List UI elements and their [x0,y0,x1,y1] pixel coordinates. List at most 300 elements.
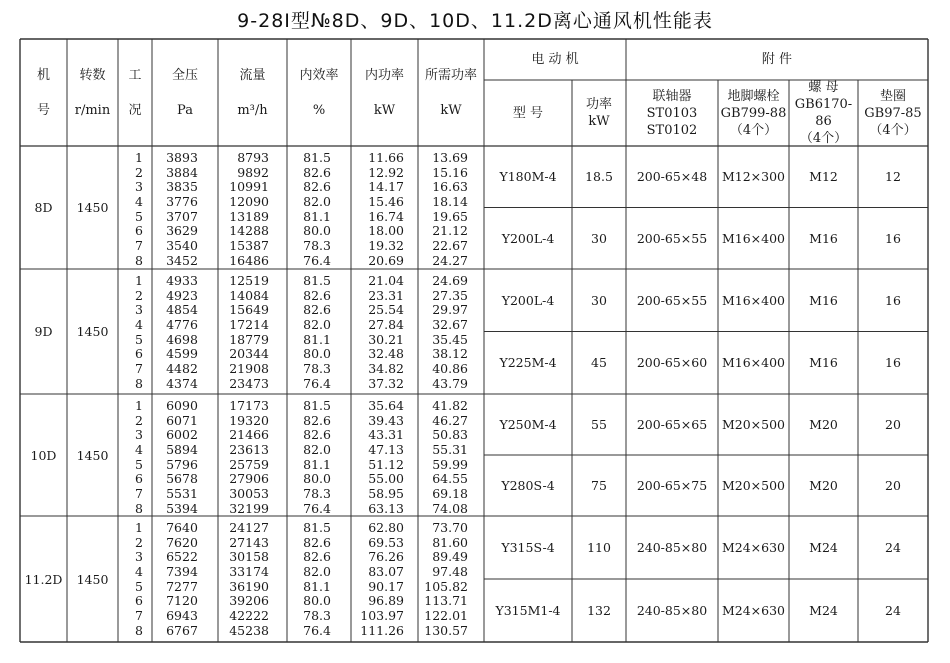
flow-col-value: 23473 [229,375,269,391]
nut-spec [789,269,858,332]
pressure-col-value: 7620 [166,534,198,550]
header-machine-line: 机 [36,67,50,83]
motor-model [484,146,572,208]
internal-power-col-value: 20.69 [368,252,404,268]
efficiency-col-value: 82.0 [303,317,331,333]
condition-col-value: 1 [135,398,143,413]
efficiency-col [287,521,331,641]
internal-power-col-value: 21.04 [368,273,404,288]
efficiency-col-value: 76.4 [303,622,331,638]
efficiency-col-value: 78.3 [303,486,331,502]
header-washer-line: GB97-85 [864,105,922,121]
condition-col-value: 7 [135,608,143,624]
flow-col-value: 14288 [229,223,269,239]
efficiency-col-value: 78.3 [303,238,331,254]
motor-model [484,455,572,516]
pressure-col [152,274,212,393]
motor-power [572,332,626,395]
internal-power-col-value: 35.64 [368,398,404,413]
speed-value [67,516,118,642]
motor-model-text: Y250M-4 [499,417,557,432]
header-internal-power [351,39,418,146]
anchor-bolt-spec-text: M12×300 [721,169,786,185]
internal-power-col-value: 37.32 [368,375,404,391]
pressure-col-value: 5796 [166,456,198,472]
pressure-col-value: 7277 [166,578,198,594]
pressure-col-value: 4482 [166,361,198,377]
coupling-spec-text: 240-85×80 [636,540,708,555]
coupling-spec [626,455,718,516]
header-motor-group [484,39,626,80]
required-power-col-value: 43.79 [432,375,468,391]
speed-value-text: 1450 [76,324,109,339]
internal-power-col-value: 30.21 [368,331,404,347]
header-nut-line: 螺 母 [808,80,839,95]
anchor-bolt-spec [718,146,789,208]
pressure-col-value: 5894 [166,442,198,458]
efficiency-col-value: 82.0 [303,442,331,458]
efficiency-col-value: 76.4 [303,252,331,268]
internal-power-col-value: 111.26 [360,622,404,638]
efficiency-col-value: 81.1 [303,331,331,347]
internal-power-col-value: 76.26 [368,549,404,565]
anchor-bolt-spec-text: M16×400 [721,230,786,246]
efficiency-col-value: 82.6 [303,164,331,180]
required-power-col [418,399,468,515]
motor-model-text: Y315M1-4 [495,603,561,618]
nut-spec [789,146,858,208]
condition-col [130,521,148,641]
header-motor-power-line: 功率 [585,97,612,112]
motor-model-text: Y315S-4 [501,540,555,555]
motor-model-text: Y280S-4 [501,478,555,493]
header-coupling-line: ST0103 [646,105,698,121]
machine-number-text: 11.2D [24,571,63,587]
required-power-col-value: 29.97 [432,302,468,318]
anchor-bolt-spec-text: M20×500 [721,478,786,493]
pressure-col-value: 5394 [166,500,198,516]
internal-power-col-value: 25.54 [368,302,404,318]
pressure-col-value: 3893 [166,150,198,165]
motor-power-text: 75 [591,478,607,493]
condition-col [130,274,148,393]
header-pressure-line: 全压 [171,67,198,83]
required-power-col-value: 35.45 [432,331,468,347]
flow-col-value: 15387 [229,238,269,254]
flow-col-value: 20344 [229,346,269,362]
anchor-bolt-spec [718,269,789,332]
washer-spec-text: 24 [885,540,901,555]
coupling-spec [626,516,718,579]
required-power-col-value: 27.35 [432,287,468,303]
washer-spec-text: 16 [885,230,901,246]
efficiency-col-value: 82.6 [303,427,331,443]
condition-col-value: 5 [135,456,143,472]
required-power-col-value: 18.14 [432,194,468,210]
motor-power [572,269,626,332]
header-washer-line: 垫圈 [879,88,906,104]
efficiency-col-value: 82.6 [303,549,331,565]
nut-spec [789,455,858,516]
speed-value-text: 1450 [76,571,109,587]
header-accessory-group [626,39,928,80]
machine-number-text: 10D [30,447,57,463]
required-power-col-value: 22.67 [432,238,468,254]
required-power-col-value: 19.65 [432,208,468,224]
required-power-col-value: 46.27 [432,412,468,428]
flow-col-value: 39206 [229,593,269,609]
header-condition-line: 工 [128,67,142,83]
motor-model [484,516,572,579]
pressure-col-value: 6071 [166,412,198,428]
motor-power-text: 45 [591,355,607,371]
required-power-col-value: 64.55 [432,471,468,487]
coupling-spec [626,579,718,642]
flow-col-value: 32199 [229,500,269,516]
internal-power-col [351,274,404,393]
flow-col-value: 36190 [229,578,269,594]
washer-spec-text: 16 [885,292,901,308]
speed-value-text: 1450 [76,200,109,215]
efficiency-col-value: 82.6 [303,302,331,318]
header-speed-line: r/min [74,102,111,118]
internal-power-col [351,151,404,268]
nut-spec-text: M20 [809,417,838,432]
motor-power-text: 132 [587,603,611,618]
flow-col-value: 18779 [229,331,269,347]
condition-col-value: 4 [135,442,143,458]
flow-col-value: 45238 [229,622,269,638]
pressure-col-value: 3540 [166,238,198,254]
required-power-col-value: 13.69 [432,150,468,165]
motor-power-text: 30 [591,230,607,246]
coupling-spec-text: 200-65×60 [636,355,708,371]
required-power-col [418,521,468,641]
pressure-col-value: 6090 [166,398,198,413]
pressure-col-value: 4854 [166,302,198,318]
pressure-col-value: 5678 [166,471,198,487]
washer-spec-text: 16 [885,355,901,371]
flow-col-value: 15649 [229,302,269,318]
washer-spec-text: 12 [885,169,901,185]
pressure-col-value: 3629 [166,223,198,239]
efficiency-col-value: 76.4 [303,375,331,391]
header-motor-model-text: 型 号 [512,105,544,121]
header-speed [67,39,118,146]
internal-power-col-value: 51.12 [368,456,404,472]
flow-col-value: 19320 [229,412,269,428]
header-nut-line: （4个） [799,131,848,146]
flow-col-value: 24127 [229,520,269,535]
flow-col [218,399,269,515]
motor-model-text: Y200L-4 [501,292,555,308]
header-anchor-bolt-line: （4个） [729,122,778,138]
required-power-col-value: 40.86 [432,361,468,377]
condition-col-value: 5 [135,208,143,224]
pressure-col-value: 5531 [166,486,198,502]
anchor-bolt-spec-text: M16×400 [721,355,786,371]
internal-power-col-value: 19.32 [368,238,404,254]
required-power-col-value: 21.12 [432,223,468,239]
internal-power-col [351,521,404,641]
header-flow-line: m³/h [237,102,268,118]
flow-col-value: 17214 [229,317,269,333]
required-power-col-value: 122.01 [424,608,468,624]
required-power-col [418,151,468,268]
header-pressure-line: Pa [177,102,193,118]
internal-power-col-value: 69.53 [368,534,404,550]
coupling-spec [626,146,718,208]
pressure-col-value: 7120 [166,593,198,609]
required-power-col-value: 73.70 [432,520,468,535]
pressure-col-value: 4599 [166,346,198,362]
anchor-bolt-spec [718,208,789,270]
pressure-col-value: 6522 [166,549,198,565]
coupling-spec-text: 200-65×55 [636,292,708,308]
header-speed-line: 转数 [79,67,106,83]
internal-power-col-value: 39.43 [368,412,404,428]
flow-col [218,151,269,268]
required-power-col-value: 113.71 [424,593,468,609]
internal-power-col-value: 103.97 [360,608,404,624]
efficiency-col-value: 80.0 [303,593,331,609]
header-pressure [152,39,218,146]
washer-spec [858,269,928,332]
condition-col-value: 8 [135,622,143,638]
nut-spec-text: M20 [809,478,838,493]
efficiency-col-value: 82.6 [303,534,331,550]
speed-value [67,269,118,394]
machine-number-text: 8D [34,200,53,215]
header-washer [858,80,928,146]
header-coupling-line: 联轴器 [652,88,692,104]
pressure-col-value: 6943 [166,608,198,624]
motor-model-text: Y200L-4 [501,230,555,246]
header-motor-group-text: 电 动 机 [531,52,579,67]
anchor-bolt-spec-text: M24×630 [721,603,786,618]
pressure-col-value: 7640 [166,520,198,535]
required-power-col-value: 89.49 [432,549,468,565]
efficiency-col [287,399,331,515]
flow-col-value: 10991 [229,179,269,195]
coupling-spec [626,394,718,455]
header-motor-power-line: kW [588,114,610,129]
header-coupling-line: ST0102 [646,122,698,138]
speed-value [67,146,118,269]
internal-power-col-value: 62.80 [368,520,404,535]
condition-col-value: 1 [135,520,143,535]
motor-model-text: Y180M-4 [499,169,557,185]
motor-model [484,208,572,270]
efficiency-col-value: 78.3 [303,361,331,377]
required-power-col-value: 59.99 [432,456,468,472]
required-power-col-value: 41.82 [432,398,468,413]
flow-col [218,274,269,393]
coupling-spec-text: 200-65×65 [636,417,708,432]
internal-power-col-value: 58.95 [368,486,404,502]
motor-model [484,394,572,455]
nut-spec-text: M16 [809,230,838,246]
efficiency-col-value: 81.1 [303,456,331,472]
flow-col-value: 33174 [229,564,269,580]
motor-model [484,579,572,642]
washer-spec [858,332,928,395]
internal-power-col-value: 27.84 [368,317,404,333]
required-power-col-value: 24.69 [432,273,468,288]
required-power-col-value: 50.83 [432,427,468,443]
efficiency-col-value: 82.0 [303,564,331,580]
condition-col-value: 6 [135,346,143,362]
condition-col-value: 2 [135,412,143,428]
required-power-col-value: 55.31 [432,442,468,458]
header-condition-line: 况 [128,102,142,118]
flow-col-value: 25759 [229,456,269,472]
machine-number-text: 9D [34,324,53,339]
condition-col-value: 5 [135,578,143,594]
nut-spec [789,579,858,642]
internal-power-col-value: 63.13 [368,500,404,516]
required-power-col-value: 69.18 [432,486,468,502]
anchor-bolt-spec [718,455,789,516]
required-power-col-value: 38.12 [432,346,468,362]
efficiency-col-value: 78.3 [303,608,331,624]
flow-col-value: 21908 [229,361,269,377]
motor-power-text: 30 [591,292,607,308]
nut-spec-text: M12 [809,169,838,185]
flow-col [218,521,269,641]
coupling-spec-text: 200-65×55 [636,230,708,246]
internal-power-col-value: 23.31 [368,287,404,303]
internal-power-col-value: 47.13 [368,442,404,458]
anchor-bolt-spec [718,516,789,579]
condition-col-value: 3 [135,427,143,443]
efficiency-col-value: 82.6 [303,179,331,195]
motor-power [572,208,626,270]
machine-number [20,269,67,394]
header-required-power-line: 所需功率 [424,67,477,83]
header-machine-line: 号 [36,102,50,118]
efficiency-col-value: 82.6 [303,412,331,428]
flow-col-value: 9892 [237,164,269,180]
motor-power-text: 18.5 [585,169,613,185]
efficiency-col [287,274,331,393]
motor-power-text: 110 [587,540,611,555]
internal-power-col-value: 16.74 [368,208,404,224]
nut-spec [789,516,858,579]
pressure-col-value: 4374 [166,375,198,391]
internal-power-col-value: 11.66 [368,150,404,165]
pressure-col-value: 4923 [166,287,198,303]
motor-power [572,455,626,516]
header-required-power [418,39,484,146]
header-flow-line: 流量 [239,67,266,83]
flow-col-value: 21466 [229,427,269,443]
internal-power-col [351,399,404,515]
pressure-col-value: 7394 [166,564,198,580]
pressure-col-value: 4933 [166,273,198,288]
efficiency-col-value: 81.1 [303,578,331,594]
anchor-bolt-spec-text: M20×500 [721,417,786,432]
efficiency-col-value: 80.0 [303,346,331,362]
washer-spec [858,516,928,579]
header-internal-eff [287,39,351,146]
condition-col-value: 7 [135,238,143,254]
internal-power-col-value: 90.17 [368,578,404,594]
flow-col-value: 14084 [229,287,269,303]
washer-spec [858,146,928,208]
motor-model-text: Y225M-4 [499,355,557,371]
header-internal-eff-line: 内效率 [299,67,339,83]
flow-col-value: 12519 [229,273,269,288]
required-power-col-value: 24.27 [432,252,468,268]
header-nut [789,80,858,146]
header-required-power-line: kW [440,102,462,118]
anchor-bolt-spec-text: M16×400 [721,292,786,308]
condition-col-value: 2 [135,287,143,303]
efficiency-col-value: 81.1 [303,208,331,224]
coupling-spec [626,208,718,270]
condition-col-value: 2 [135,534,143,550]
flow-col-value: 30053 [229,486,269,502]
condition-col-value: 4 [135,194,143,210]
pressure-col-value: 3707 [166,208,198,224]
flow-col-value: 17173 [229,398,269,413]
internal-power-col-value: 43.31 [368,427,404,443]
condition-col-value: 3 [135,302,143,318]
speed-value-text: 1450 [76,447,109,463]
flow-col-value: 12090 [229,194,269,210]
condition-col-value: 2 [135,164,143,180]
coupling-spec-text: 240-85×80 [636,603,708,618]
condition-col-value: 3 [135,549,143,565]
nut-spec [789,394,858,455]
efficiency-col-value: 80.0 [303,471,331,487]
efficiency-col-value: 81.5 [303,520,331,535]
pressure-col-value: 3452 [166,252,198,268]
pressure-col [152,151,212,268]
washer-spec-text: 20 [885,478,901,493]
pressure-col-value: 6002 [166,427,198,443]
motor-power [572,579,626,642]
machine-number [20,394,67,516]
flow-col-value: 42222 [229,608,269,624]
efficiency-col [287,151,331,268]
washer-spec-text: 20 [885,417,901,432]
washer-spec [858,208,928,270]
efficiency-col-value: 82.0 [303,194,331,210]
header-washer-line: （4个） [869,122,917,138]
pressure-col-value: 4776 [166,317,198,333]
motor-power [572,394,626,455]
header-internal-eff-line: % [312,102,326,118]
required-power-col-value: 97.48 [432,564,468,580]
condition-col-value: 7 [135,361,143,377]
internal-power-col-value: 55.00 [368,471,404,487]
condition-col-value: 6 [135,223,143,239]
condition-col-value: 6 [135,471,143,487]
motor-model [484,269,572,332]
coupling-spec [626,269,718,332]
nut-spec [789,208,858,270]
coupling-spec-text: 200-65×48 [636,169,708,185]
efficiency-col-value: 76.4 [303,500,331,516]
internal-power-col-value: 18.00 [368,223,404,239]
anchor-bolt-spec [718,394,789,455]
condition-col [130,399,148,515]
pressure-col-value: 3835 [166,179,198,195]
anchor-bolt-spec-text: M24×630 [721,540,786,555]
pressure-col-value: 4698 [166,331,198,347]
